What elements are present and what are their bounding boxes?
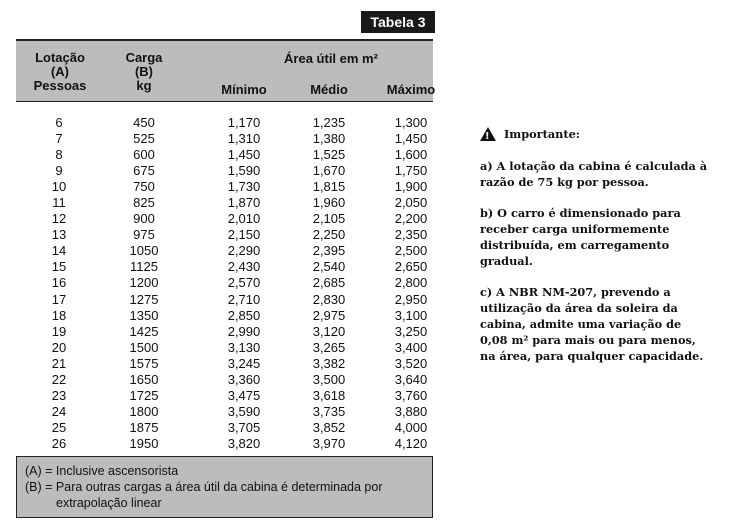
cell-pessoas: 16: [51, 275, 67, 291]
cell-maximo: 1,450: [394, 131, 428, 147]
cell-pessoas: 6: [55, 115, 63, 130]
cell-maximo: 3,100: [394, 307, 428, 323]
cell-medio: 2,540: [312, 259, 346, 275]
cell-carga: 1050: [129, 243, 159, 259]
table-row: [16, 388, 433, 404]
cell-carga: 900: [133, 211, 155, 227]
cell-carga: 1425: [129, 323, 159, 339]
cell-carga: 975: [133, 227, 155, 243]
cell-minimo: 2,990: [227, 323, 261, 339]
cell-pessoas: 8: [55, 147, 63, 163]
cell-minimo: 3,130: [227, 339, 261, 355]
important-notes: [480, 126, 710, 379]
header-lotacao-line1: Lotação: [35, 50, 85, 65]
header-carga-line3: kg: [136, 78, 152, 93]
table-label: Tabela 3: [361, 11, 435, 33]
cell-medio: 1,525: [312, 147, 346, 163]
cell-carga: 1200: [129, 275, 159, 291]
cell-pessoas: 25: [51, 419, 67, 435]
important-item-a: a) A lotação da cabina é calculada à razão de 75 kg por pessoa.: [480, 159, 708, 189]
important-item-b: b) O carro é dimensionado para receber carga uniformemente distribuída, em carregamento gradual.: [480, 206, 681, 268]
cell-maximo: 1,300: [394, 115, 428, 130]
cell-carga: 1650: [129, 371, 159, 387]
cell-maximo: 4,000: [394, 419, 428, 435]
header-area-title: Área útil em m²: [284, 51, 378, 66]
cell-maximo: 4,120: [394, 435, 428, 451]
table-row: [16, 131, 433, 147]
header-minimo: Mínimo: [221, 82, 267, 97]
cell-maximo: 2,200: [394, 211, 428, 227]
cell-medio: 2,830: [312, 291, 346, 307]
cell-maximo: 3,250: [394, 323, 428, 339]
cell-pessoas: 20: [51, 339, 67, 355]
cell-pessoas: 21: [51, 355, 67, 371]
table-row: [16, 404, 433, 420]
cell-maximo: 2,950: [394, 291, 428, 307]
table-row: [16, 436, 433, 452]
cell-medio: 3,120: [312, 323, 346, 339]
cell-minimo: 1,310: [227, 131, 261, 147]
cell-medio: 1,235: [312, 115, 346, 130]
cell-maximo: 1,600: [394, 147, 428, 163]
cell-medio: 3,265: [312, 339, 346, 355]
cell-pessoas: 24: [51, 403, 67, 419]
cell-pessoas: 11: [52, 195, 66, 211]
cell-minimo: 1,590: [227, 163, 261, 179]
table-row: [16, 243, 433, 259]
cell-maximo: 2,500: [394, 243, 428, 259]
table-row: [16, 324, 433, 340]
cell-pessoas: 26: [51, 435, 67, 451]
table-row: [16, 308, 433, 324]
cell-medio: 3,500: [312, 371, 346, 387]
cell-carga: 1350: [129, 307, 159, 323]
important-heading: Importante:: [504, 127, 580, 141]
cell-pessoas: 19: [51, 323, 67, 339]
header-lotacao-line3: Pessoas: [33, 78, 87, 93]
cell-minimo: 3,590: [227, 403, 261, 419]
table-row: [16, 211, 433, 227]
cell-pessoas: 22: [51, 371, 67, 387]
cell-minimo: 2,010: [227, 211, 261, 227]
cell-medio: 2,250: [312, 227, 346, 243]
cell-carga: 1500: [129, 339, 159, 355]
cell-pessoas: 18: [51, 307, 67, 323]
cell-carga: 1575: [129, 355, 159, 371]
cell-pessoas: 23: [51, 387, 67, 403]
table-row: [16, 227, 433, 243]
cell-carga: 450: [133, 115, 155, 130]
important-item-c: c) A NBR NM-207, prevendo a utilização da área da soleira da cabina, admite uma variação de 0,08 m² para mais ou para menos, na área, para qualquer capacidade.: [480, 285, 704, 363]
table-row: [16, 147, 433, 163]
cell-pessoas: 12: [51, 211, 67, 227]
header-carga-line2: (B): [134, 64, 154, 79]
cell-pessoas: 15: [51, 259, 67, 275]
table-row: [16, 420, 433, 436]
header-lotacao: [24, 51, 96, 93]
table-row: [16, 275, 433, 291]
cell-minimo: 1,170: [227, 115, 261, 130]
table-row: [16, 356, 433, 372]
table-row: [16, 179, 433, 195]
cell-pessoas: 17: [51, 291, 67, 307]
cell-carga: 1800: [129, 403, 159, 419]
cell-carga: 1725: [129, 387, 159, 403]
table-row: [16, 259, 433, 275]
cell-carga: 1275: [129, 291, 159, 307]
cell-medio: 3,618: [312, 387, 346, 403]
cell-minimo: 1,450: [227, 147, 261, 163]
cell-maximo: 2,350: [394, 227, 428, 243]
cell-minimo: 2,850: [227, 307, 261, 323]
header-lotacao-line2: (A): [50, 64, 70, 79]
table-row: [16, 372, 433, 388]
cell-medio: 2,105: [312, 211, 346, 227]
table-row: [16, 292, 433, 308]
table-notes: [16, 456, 433, 518]
cell-maximo: 3,760: [394, 387, 428, 403]
table-header: [16, 41, 436, 102]
cell-minimo: 2,430: [227, 259, 261, 275]
cell-maximo: 3,400: [394, 339, 428, 355]
cell-minimo: 3,360: [227, 371, 261, 387]
cell-carga: 1125: [130, 259, 158, 275]
cell-minimo: 3,475: [227, 387, 261, 403]
cell-medio: 1,380: [312, 131, 346, 147]
table-row: [16, 340, 433, 356]
table-row: [16, 195, 433, 211]
cell-medio: 3,852: [312, 419, 346, 435]
cell-medio: 3,735: [312, 403, 346, 419]
cell-minimo: 2,570: [227, 275, 261, 291]
cell-minimo: 1,730: [227, 179, 261, 195]
cell-minimo: 3,820: [227, 435, 261, 451]
note-b-line1: (B) = Para outras cargas a área útil da cabina é determinada por: [25, 480, 383, 494]
cell-pessoas: 14: [51, 243, 67, 259]
cell-carga: 750: [133, 179, 155, 195]
cell-maximo: 2,050: [394, 195, 428, 211]
cell-maximo: 3,640: [394, 371, 428, 387]
table-row: [16, 163, 433, 179]
cell-pessoas: 7: [55, 131, 63, 147]
cell-medio: 3,970: [312, 435, 346, 451]
cell-minimo: 3,245: [227, 355, 261, 371]
header-medio: Médio: [310, 82, 348, 97]
header-maximo: Máximo: [386, 82, 436, 97]
cell-carga: 675: [133, 163, 155, 179]
header-carga-line1: Carga: [125, 50, 163, 65]
note-a: (A) = Inclusive ascensorista: [25, 464, 179, 478]
cell-carga: 1950: [129, 435, 159, 451]
cell-pessoas: 13: [51, 227, 67, 243]
cell-maximo: 2,800: [394, 275, 428, 291]
note-b-line2: extrapolação linear: [56, 496, 162, 510]
table-row: [16, 115, 433, 131]
cell-maximo: 3,520: [394, 355, 428, 371]
cell-maximo: 3,880: [394, 403, 428, 419]
cell-minimo: 2,290: [227, 243, 261, 259]
capacity-table: [16, 39, 436, 457]
cell-minimo: 2,710: [227, 291, 261, 307]
cell-medio: 1,670: [312, 163, 346, 179]
cell-minimo: 1,870: [227, 195, 261, 211]
cell-pessoas: 10: [51, 179, 67, 195]
table-body: [16, 115, 433, 452]
cell-medio: 2,395: [312, 243, 346, 259]
cell-medio: 1,960: [312, 195, 346, 211]
cell-maximo: 2,650: [394, 259, 428, 275]
cell-maximo: 1,750: [394, 163, 428, 179]
cell-medio: 2,975: [312, 307, 346, 323]
cell-carga: 525: [133, 131, 155, 147]
cell-minimo: 3,705: [227, 419, 261, 435]
cell-pessoas: 9: [55, 163, 63, 179]
cell-carga: 1875: [129, 419, 159, 435]
cell-medio: 2,685: [312, 275, 346, 291]
cell-minimo: 2,150: [227, 227, 261, 243]
cell-carga: 825: [133, 195, 155, 211]
cell-carga: 600: [133, 147, 155, 163]
cell-medio: 3,382: [312, 355, 346, 371]
warning-icon: [480, 127, 496, 141]
header-carga: [114, 51, 174, 93]
cell-maximo: 1,900: [394, 179, 428, 195]
cell-medio: 1,815: [312, 179, 346, 195]
